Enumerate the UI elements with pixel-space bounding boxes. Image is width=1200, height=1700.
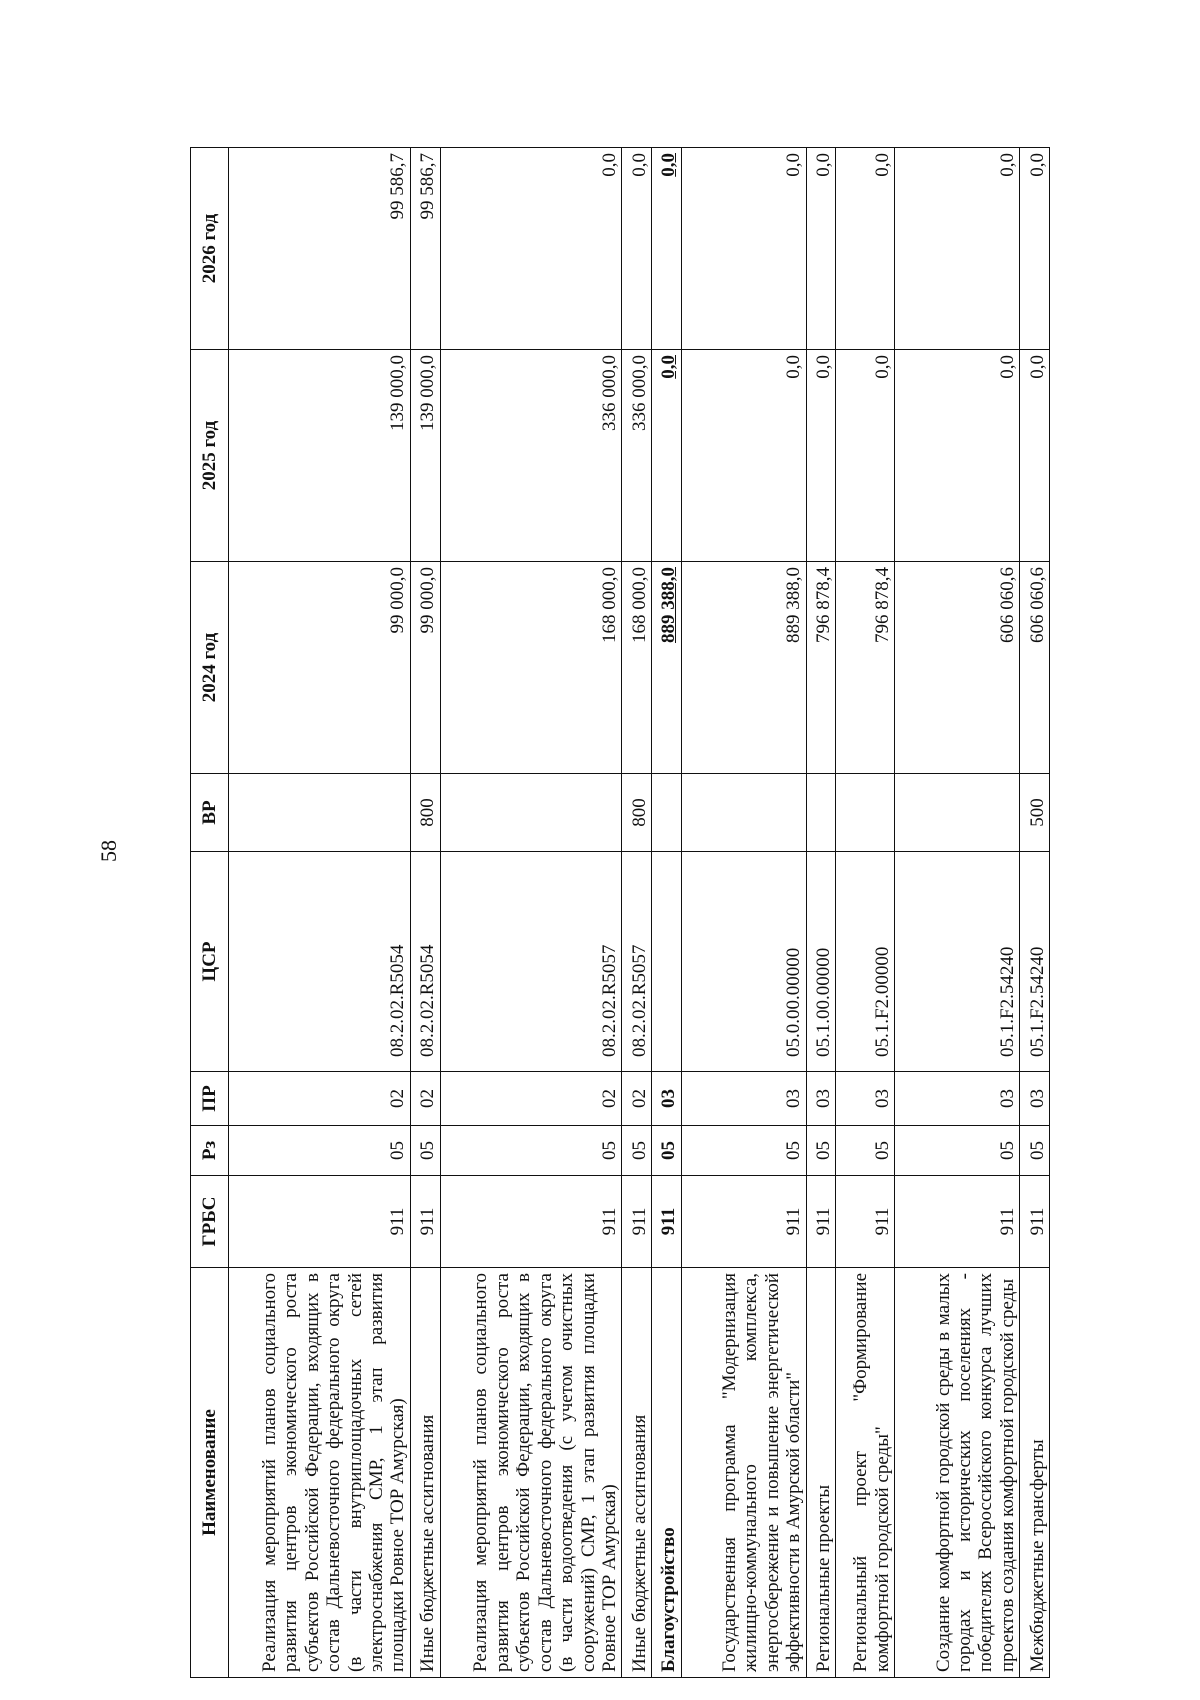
row-2026: 99 586,7	[229, 148, 411, 350]
row-rz: 05	[440, 1126, 622, 1176]
row-vr	[440, 774, 622, 852]
rotated-page-content	[190, 148, 1050, 1678]
row-grbs: 911	[410, 1176, 440, 1268]
row-2024: 796 878,4	[836, 562, 895, 774]
row-2024: 168 000,0	[622, 562, 652, 774]
row-2025: 139 000,0	[410, 350, 440, 562]
row-2025: 0,0	[652, 350, 682, 562]
row-2026: 0,0	[652, 148, 682, 350]
row-pr: 03	[836, 1072, 895, 1126]
row-2025: 0,0	[1020, 350, 1050, 562]
row-2026: 0,0	[1020, 148, 1050, 350]
row-name: Региональные проекты	[806, 1268, 836, 1678]
row-grbs: 911	[652, 1176, 682, 1268]
row-2024: 606 060,6	[895, 562, 1020, 774]
row-2026: 99 586,7	[410, 148, 440, 350]
table-row	[681, 148, 806, 1678]
row-grbs: 911	[229, 1176, 411, 1268]
row-csr: 05.1.00.00000	[806, 852, 836, 1072]
row-csr: 08.2.02.R5054	[229, 852, 411, 1072]
header-csr: ЦСР	[191, 852, 229, 1072]
row-grbs: 911	[895, 1176, 1020, 1268]
row-name: Реализация мероприятий планов социального развития центров экономического роста субъектов Российской Федерации, входящих в состав Дальневосточного федерального округа (в части водоотведения (с учетом очистных сооружений) СМР, 1 этап развития площадки Ровное ТОР Амурская)	[440, 1268, 622, 1678]
row-grbs: 911	[836, 1176, 895, 1268]
row-rz: 05	[410, 1126, 440, 1176]
header-name: Наименование	[191, 1268, 229, 1678]
row-name: Региональный проект "Формирование комфортной городской среды"	[836, 1268, 895, 1678]
row-grbs: 911	[440, 1176, 622, 1268]
row-pr: 02	[410, 1072, 440, 1126]
row-2024: 606 060,6	[1020, 562, 1050, 774]
row-pr: 02	[622, 1072, 652, 1126]
row-2024: 168 000,0	[440, 562, 622, 774]
row-csr: 05.0.00.00000	[681, 852, 806, 1072]
table-row	[229, 148, 411, 1678]
row-pr: 03	[895, 1072, 1020, 1126]
row-2025: 0,0	[681, 350, 806, 562]
row-2025: 0,0	[806, 350, 836, 562]
row-name: Государственная программа "Модернизация жилищно-коммунального комплекса, энергосбережение и повышение энергетической эффективности в Амурской области"	[681, 1268, 806, 1678]
row-rz: 05	[806, 1126, 836, 1176]
row-vr	[895, 774, 1020, 852]
row-vr	[836, 774, 895, 852]
row-2025: 0,0	[836, 350, 895, 562]
header-2025: 2025 год	[191, 350, 229, 562]
header-rz: Рз	[191, 1126, 229, 1176]
row-grbs: 911	[806, 1176, 836, 1268]
header-2024: 2024 год	[191, 562, 229, 774]
row-rz: 05	[895, 1126, 1020, 1176]
header-pr: ПР	[191, 1072, 229, 1126]
row-2026: 0,0	[836, 148, 895, 350]
row-grbs: 911	[1020, 1176, 1050, 1268]
row-name: Реализация мероприятий планов социального развития центров экономического роста субъектов Российской Федерации, входящих в состав Дальневосточного федерального округа (в части внутриплощадочных сетей электроснабжения СМР, 1 этап развития площадки Ровное ТОР Амурская)	[229, 1268, 411, 1678]
row-2024: 99 000,0	[229, 562, 411, 774]
row-vr	[229, 774, 411, 852]
budget-table	[190, 147, 1050, 1678]
row-pr: 03	[806, 1072, 836, 1126]
row-pr: 03	[652, 1072, 682, 1126]
header-2026: 2026 год	[191, 148, 229, 350]
table-row	[895, 148, 1020, 1678]
table-row	[440, 148, 622, 1678]
row-2026: 0,0	[622, 148, 652, 350]
row-2025: 336 000,0	[440, 350, 622, 562]
row-2026: 0,0	[895, 148, 1020, 350]
row-2024: 889 388,0	[652, 562, 682, 774]
row-pr: 02	[440, 1072, 622, 1126]
row-2026: 0,0	[681, 148, 806, 350]
table-row	[410, 148, 440, 1678]
table-row	[622, 148, 652, 1678]
row-vr: 800	[622, 774, 652, 852]
row-2025: 336 000,0	[622, 350, 652, 562]
row-pr: 03	[1020, 1072, 1050, 1126]
row-csr: 05.1.F2.54240	[1020, 852, 1050, 1072]
row-csr: 08.2.02.R5057	[440, 852, 622, 1072]
header-grbs: ГРБС	[191, 1176, 229, 1268]
row-csr	[652, 852, 682, 1072]
table-row	[836, 148, 895, 1678]
row-csr: 08.2.02.R5057	[622, 852, 652, 1072]
row-vr	[806, 774, 836, 852]
row-name: Благоустройство	[652, 1268, 682, 1678]
row-vr: 800	[410, 774, 440, 852]
row-pr: 02	[229, 1072, 411, 1126]
row-csr: 05.1.F2.54240	[895, 852, 1020, 1072]
row-csr: 05.1.F2.00000	[836, 852, 895, 1072]
row-rz: 05	[1020, 1126, 1050, 1176]
row-2026: 0,0	[440, 148, 622, 350]
row-grbs: 911	[622, 1176, 652, 1268]
row-rz: 05	[622, 1126, 652, 1176]
row-vr	[681, 774, 806, 852]
row-pr: 03	[681, 1072, 806, 1126]
row-2024: 796 878,4	[806, 562, 836, 774]
table-row	[1020, 148, 1050, 1678]
row-2025: 0,0	[895, 350, 1020, 562]
row-2025: 139 000,0	[229, 350, 411, 562]
row-rz: 05	[681, 1126, 806, 1176]
table-row	[652, 148, 682, 1678]
table-row	[806, 148, 836, 1678]
row-vr	[652, 774, 682, 852]
row-name: Межбюджетные трансферты	[1020, 1268, 1050, 1678]
row-name: Создание комфортной городской среды в малых городах и исторических поселениях - победителях Всероссийского конкурса лучших проектов создания комфортной городской среды	[895, 1268, 1020, 1678]
row-vr: 500	[1020, 774, 1050, 852]
row-rz: 05	[229, 1126, 411, 1176]
row-2026: 0,0	[806, 148, 836, 350]
row-name: Иные бюджетные ассигнования	[622, 1268, 652, 1678]
row-2024: 889 388,0	[681, 562, 806, 774]
page-number: 58	[96, 840, 121, 862]
row-csr: 08.2.02.R5054	[410, 852, 440, 1072]
row-rz: 05	[836, 1126, 895, 1176]
row-grbs: 911	[681, 1176, 806, 1268]
row-2024: 99 000,0	[410, 562, 440, 774]
header-vr: ВР	[191, 774, 229, 852]
table-header-row	[191, 148, 229, 1678]
row-rz: 05	[652, 1126, 682, 1176]
row-name: Иные бюджетные ассигнования	[410, 1268, 440, 1678]
